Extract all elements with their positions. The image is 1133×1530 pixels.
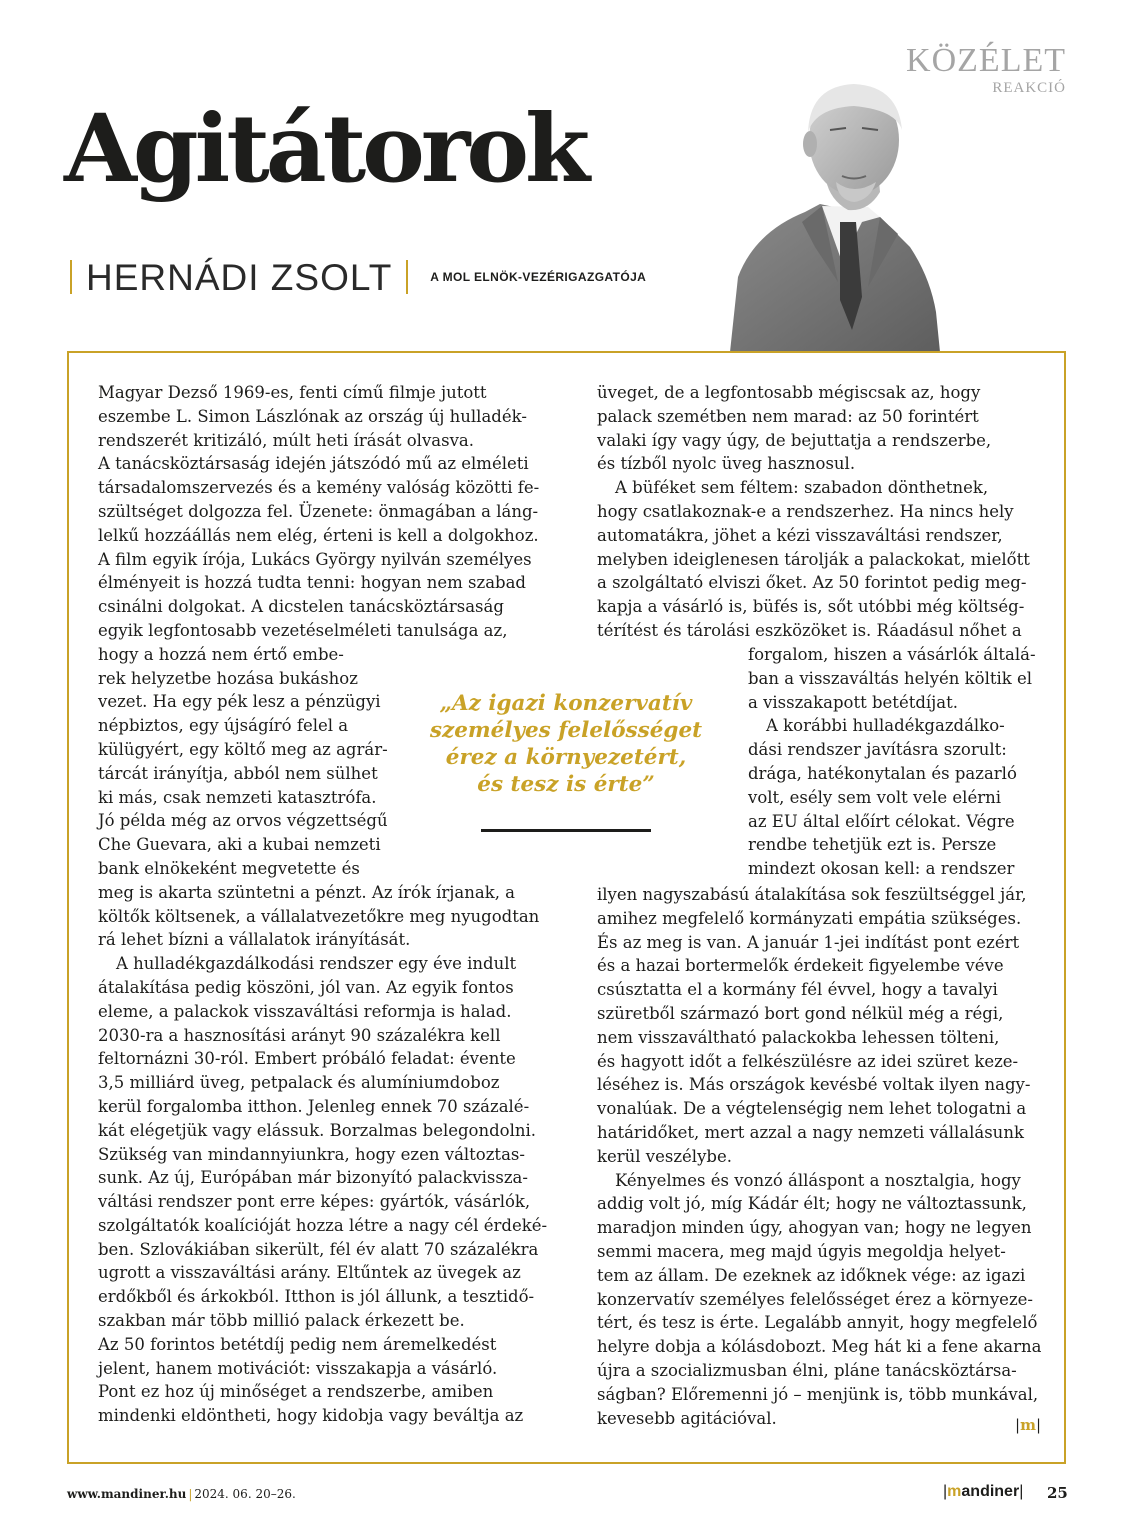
mandiner-logo: |mandiner| <box>943 1483 1024 1500</box>
text-line: átalakítása pedig köszöni, jól van. Az egyik fontos <box>98 977 514 997</box>
text-line: A korábbi hulladékgazdálko- <box>766 716 1005 736</box>
text-line: erdőkből és árkokból. Itthon is jól állunk, a tesztidő- <box>98 1287 535 1307</box>
text-line: népbiztos, egy újságíró felel a <box>98 716 349 736</box>
text-line: vonalúak. De a végtelenségig nem lehet tologatni a <box>597 1099 1027 1119</box>
text-line: meg is akarta szüntetni a pénzt. Az írók írjanak, a <box>98 882 516 902</box>
text-line: rendszerét kritizáló, múlt heti írását olvasva. <box>98 430 474 450</box>
text-line: egyik legfontosabb vezetéselméleti tanulsága az, <box>98 620 508 640</box>
text-line: A tanácsköztársaság idején játszódó mű az elméleti <box>98 454 529 474</box>
text-line: semmi macera, meg majd úgyis megoldja helyet- <box>597 1241 1006 1261</box>
text-line: hogy csatlakoznak-e a rendszerhez. Ha nincs hely <box>597 501 1014 521</box>
text-line: szüretből származó bort gond nélkül még a régi, <box>597 1003 1004 1023</box>
text-line: csúsztatta el a kormány fél évvel, hogy a tavalyi <box>597 980 998 1000</box>
text-line: a visszakapott betétdíjat. <box>748 692 959 712</box>
text-line: drága, hatékonytalan és pazarló <box>748 763 1017 783</box>
text-line: kevesebb agitációval. <box>597 1408 777 1428</box>
text-line: 2030-ra a hasznosítási arányt 90 százalékra kell <box>98 1025 501 1045</box>
text-line: csinálni dolgokat. A dicstelen tanácsköztársaság <box>98 597 504 617</box>
text-line: külügyért, egy költő meg az agrár- <box>98 739 388 759</box>
text-line: határidőket, mert azzal a nagy nemzeti vállalásunk <box>597 1122 1024 1142</box>
text-line: kerül forgalomba itthon. Jelenleg ennek 70 százalé- <box>98 1096 530 1116</box>
text-line: és tízből nyolc üveg hasznosul. <box>597 454 856 474</box>
text-line: dási rendszer javításra szorult: <box>748 740 1007 760</box>
text-line: addig volt jó, míg Kádár élt; hogy ne változtassunk, <box>597 1194 1027 1214</box>
text-line: ben. Szlovákiában sikerült, fél év alatt 70 százalékra <box>98 1239 539 1259</box>
article-column-right-top <box>597 381 1042 643</box>
text-line: szültséget dolgozza fel. Üzenete: önmagában a láng- <box>98 501 539 521</box>
byline <box>70 255 646 299</box>
footer-separator: | <box>188 1487 193 1501</box>
subsection-label: REAKCIÓ <box>992 80 1066 96</box>
page-number: 25 <box>1047 1484 1068 1502</box>
text-line: Magyar Dezső 1969-es, fenti című filmje jutott <box>98 383 487 402</box>
author-name: HERNÁDI ZSOLT <box>86 256 393 298</box>
text-line: vezet. Ha egy pék lesz a pénzügyi <box>98 692 381 712</box>
text-line: léséhez is. Más országok kevésbé voltak ilyen nagy- <box>597 1075 1031 1095</box>
article-column-right-bottom <box>597 883 1042 1430</box>
text-line: eleme, a palackok visszaváltási reformja is halad. <box>98 1001 512 1021</box>
section-label: KÖZÉLET <box>906 42 1066 79</box>
footer-info <box>67 1487 296 1501</box>
text-line: ságban? Előremenni jó – menjünk is, több munkával, <box>597 1384 1039 1404</box>
text-line: mindenki eldöntheti, hogy kidobja vagy beváltja az <box>98 1406 524 1426</box>
text-line: kapja a vásárló is, büfés is, sőt utóbbi még költség- <box>597 597 1025 617</box>
text-line: nem visszaváltható palackokba lehessen tölteni, <box>597 1027 1000 1047</box>
text-line: tárcát irányítja, abból nem sülhet <box>98 763 378 783</box>
text-line: ban a visszaváltás helyén költik el <box>748 668 1033 688</box>
text-line: élményeit is hozzá tudta tenni: hogyan nem szabad <box>98 573 526 593</box>
article-title: Agitátorok <box>64 94 587 204</box>
text-line: melyben ideiglenesen tárolják a palackokat, mielőtt <box>597 549 1030 569</box>
text-line: Szükség van mindannyiunkra, hogy ezen változtas- <box>98 1144 525 1164</box>
end-mark: |m| <box>1015 1416 1041 1434</box>
text-line: rá lehet bízni a vállalatok irányítását. <box>98 930 411 950</box>
text-line: volt, esély sem volt vele elérni <box>748 787 1001 807</box>
text-line: 3,5 milliárd üveg, petpalack és alumíniumdoboz <box>98 1073 500 1093</box>
text-line: sunk. Az új, Európában már bizonyító palackvissza- <box>98 1168 528 1188</box>
text-line: térítést és tárolási eszközöket is. Ráadásul nőhet a <box>597 620 1022 640</box>
text-line: feltornázni 30-ról. Embert próbáló feladat: évente <box>98 1049 516 1069</box>
text-line: szolgáltatók koalícióját hozza létre a nagy cél érdeké- <box>98 1215 548 1235</box>
author-role: A MOL ELNÖK-VEZÉRIGAZGATÓJA <box>430 270 647 284</box>
text-line: tem az állam. De ezeknek az időknek vége: az igazi <box>597 1265 1026 1285</box>
text-line: Kényelmes és vonzó álláspont a nosztalgia, hogy <box>615 1170 1021 1190</box>
text-line: és a hazai bortermelők érdekeit figyelembe véve <box>597 956 1004 976</box>
text-line: A hulladékgazdálkodási rendszer egy éve indult <box>116 954 517 974</box>
text-line: rek helyzetbe hozása bukáshoz <box>98 668 358 688</box>
text-line: tért, és tesz is érte. Legalább annyit, hogy megfelelő <box>597 1313 1038 1333</box>
text-line: mindezt okosan kell: a rendszer <box>748 859 1015 879</box>
text-line: rendbe tehetjük ezt is. Persze <box>748 835 997 855</box>
text-line: helyre dobja a kólásdobozt. Meg hát ki a fene akarna <box>597 1337 1042 1357</box>
text-line: szakban már több millió palack érkezett be. <box>98 1311 465 1331</box>
text-line: valaki így vagy úgy, de bejuttatja a rendszerbe, <box>597 430 992 450</box>
text-line: Az 50 forintos betétdíj pedig nem áremelkedést <box>98 1334 497 1354</box>
footer-date: 2024. 06. 20–26. <box>194 1487 296 1501</box>
pull-quote-line: „Az igazi konzervatív <box>439 691 693 716</box>
text-line: konzervatív személyes felelősséget érez a környeze- <box>597 1289 1033 1309</box>
byline-divider <box>70 260 72 294</box>
pull-quote <box>400 690 732 798</box>
text-line: Jó példa még az orvos végzettségű <box>98 811 388 831</box>
text-line: váltási rendszer pont erre képes: gyártók, vásárlók, <box>98 1192 531 1212</box>
author-portrait <box>730 72 940 352</box>
text-line: ki más, csak nemzeti katasztrófa. <box>98 787 377 807</box>
byline-divider <box>406 260 408 294</box>
text-line: kerül veszélybe. <box>597 1146 732 1166</box>
text-line: és hagyott időt a felkészülésre az idei szüret keze- <box>597 1051 1019 1071</box>
text-line: Che Guevara, aki a kubai nemzeti <box>98 835 381 855</box>
text-line: hogy a hozzá nem értő embe- <box>98 644 344 664</box>
text-line: maradjon minden úgy, ahogyan van; hogy ne legyen <box>597 1218 1032 1238</box>
text-line: A büféket sem féltem: szabadon dönthetnek, <box>615 478 989 498</box>
text-line: üveget, de a legfontosabb mégiscsak az, hogy <box>597 383 981 402</box>
text-line: A film egyik írója, Lukács György nyilván személyes <box>98 549 532 569</box>
text-line: bank elnökeként megvetette és <box>98 858 360 878</box>
text-line: lelkű hozzáállás nem elég, érteni is kell a dolgokhoz. <box>98 525 539 545</box>
text-line: kát elégetjük vagy elássuk. Borzalmas belegondolni. <box>98 1120 537 1140</box>
article-column-left <box>98 381 548 1428</box>
text-line: eszembe L. Simon Lászlónak az ország új hulladék- <box>98 406 527 426</box>
pull-quote-line: személyes felelősséget <box>429 718 703 743</box>
text-line: automatákra, jöhet a kézi visszaváltási rendszer, <box>597 525 1003 545</box>
text-line: És az meg is van. A január 1-jei indítást pont ezért <box>597 932 1020 952</box>
text-line: forgalom, hiszen a vásárlók általá- <box>748 645 1036 664</box>
text-line: jelent, hanem motivációt: visszakapja a vásárló. <box>98 1358 498 1378</box>
text-line: Pont ez hoz új minőséget a rendszerbe, amiben <box>98 1382 494 1402</box>
text-line: újra a szocializmusban élni, pláne tanácsköztársa- <box>597 1360 1017 1380</box>
pull-quote-line: érez a környezetért, <box>445 745 687 770</box>
text-line: amihez megfelelő kormányzati empátia szükséges. <box>597 908 1022 928</box>
text-line: az EU által előírt célokat. Végre <box>748 811 1015 831</box>
footer-site[interactable]: www.mandiner.hu <box>67 1487 187 1501</box>
pull-quote-rule <box>481 829 651 832</box>
article-column-right-narrow <box>748 643 1038 881</box>
pull-quote-line: és tesz is érte” <box>477 772 655 797</box>
text-line: költők költsenek, a vállalatvezetőkre meg nyugodtan <box>98 906 540 926</box>
text-line: ugrott a visszaváltási arány. Eltűntek az üvegek az <box>98 1263 521 1283</box>
text-line: ilyen nagyszabású átalakítása sok feszültséggel jár, <box>597 885 1027 904</box>
text-line: palack szemétben nem marad: az 50 forintért <box>597 406 979 426</box>
text-line: társadalomszervezés és a kemény valóság közötti fe- <box>98 478 540 498</box>
text-line: a szolgáltató elviszi őket. Az 50 forintot pedig meg- <box>597 573 1027 593</box>
